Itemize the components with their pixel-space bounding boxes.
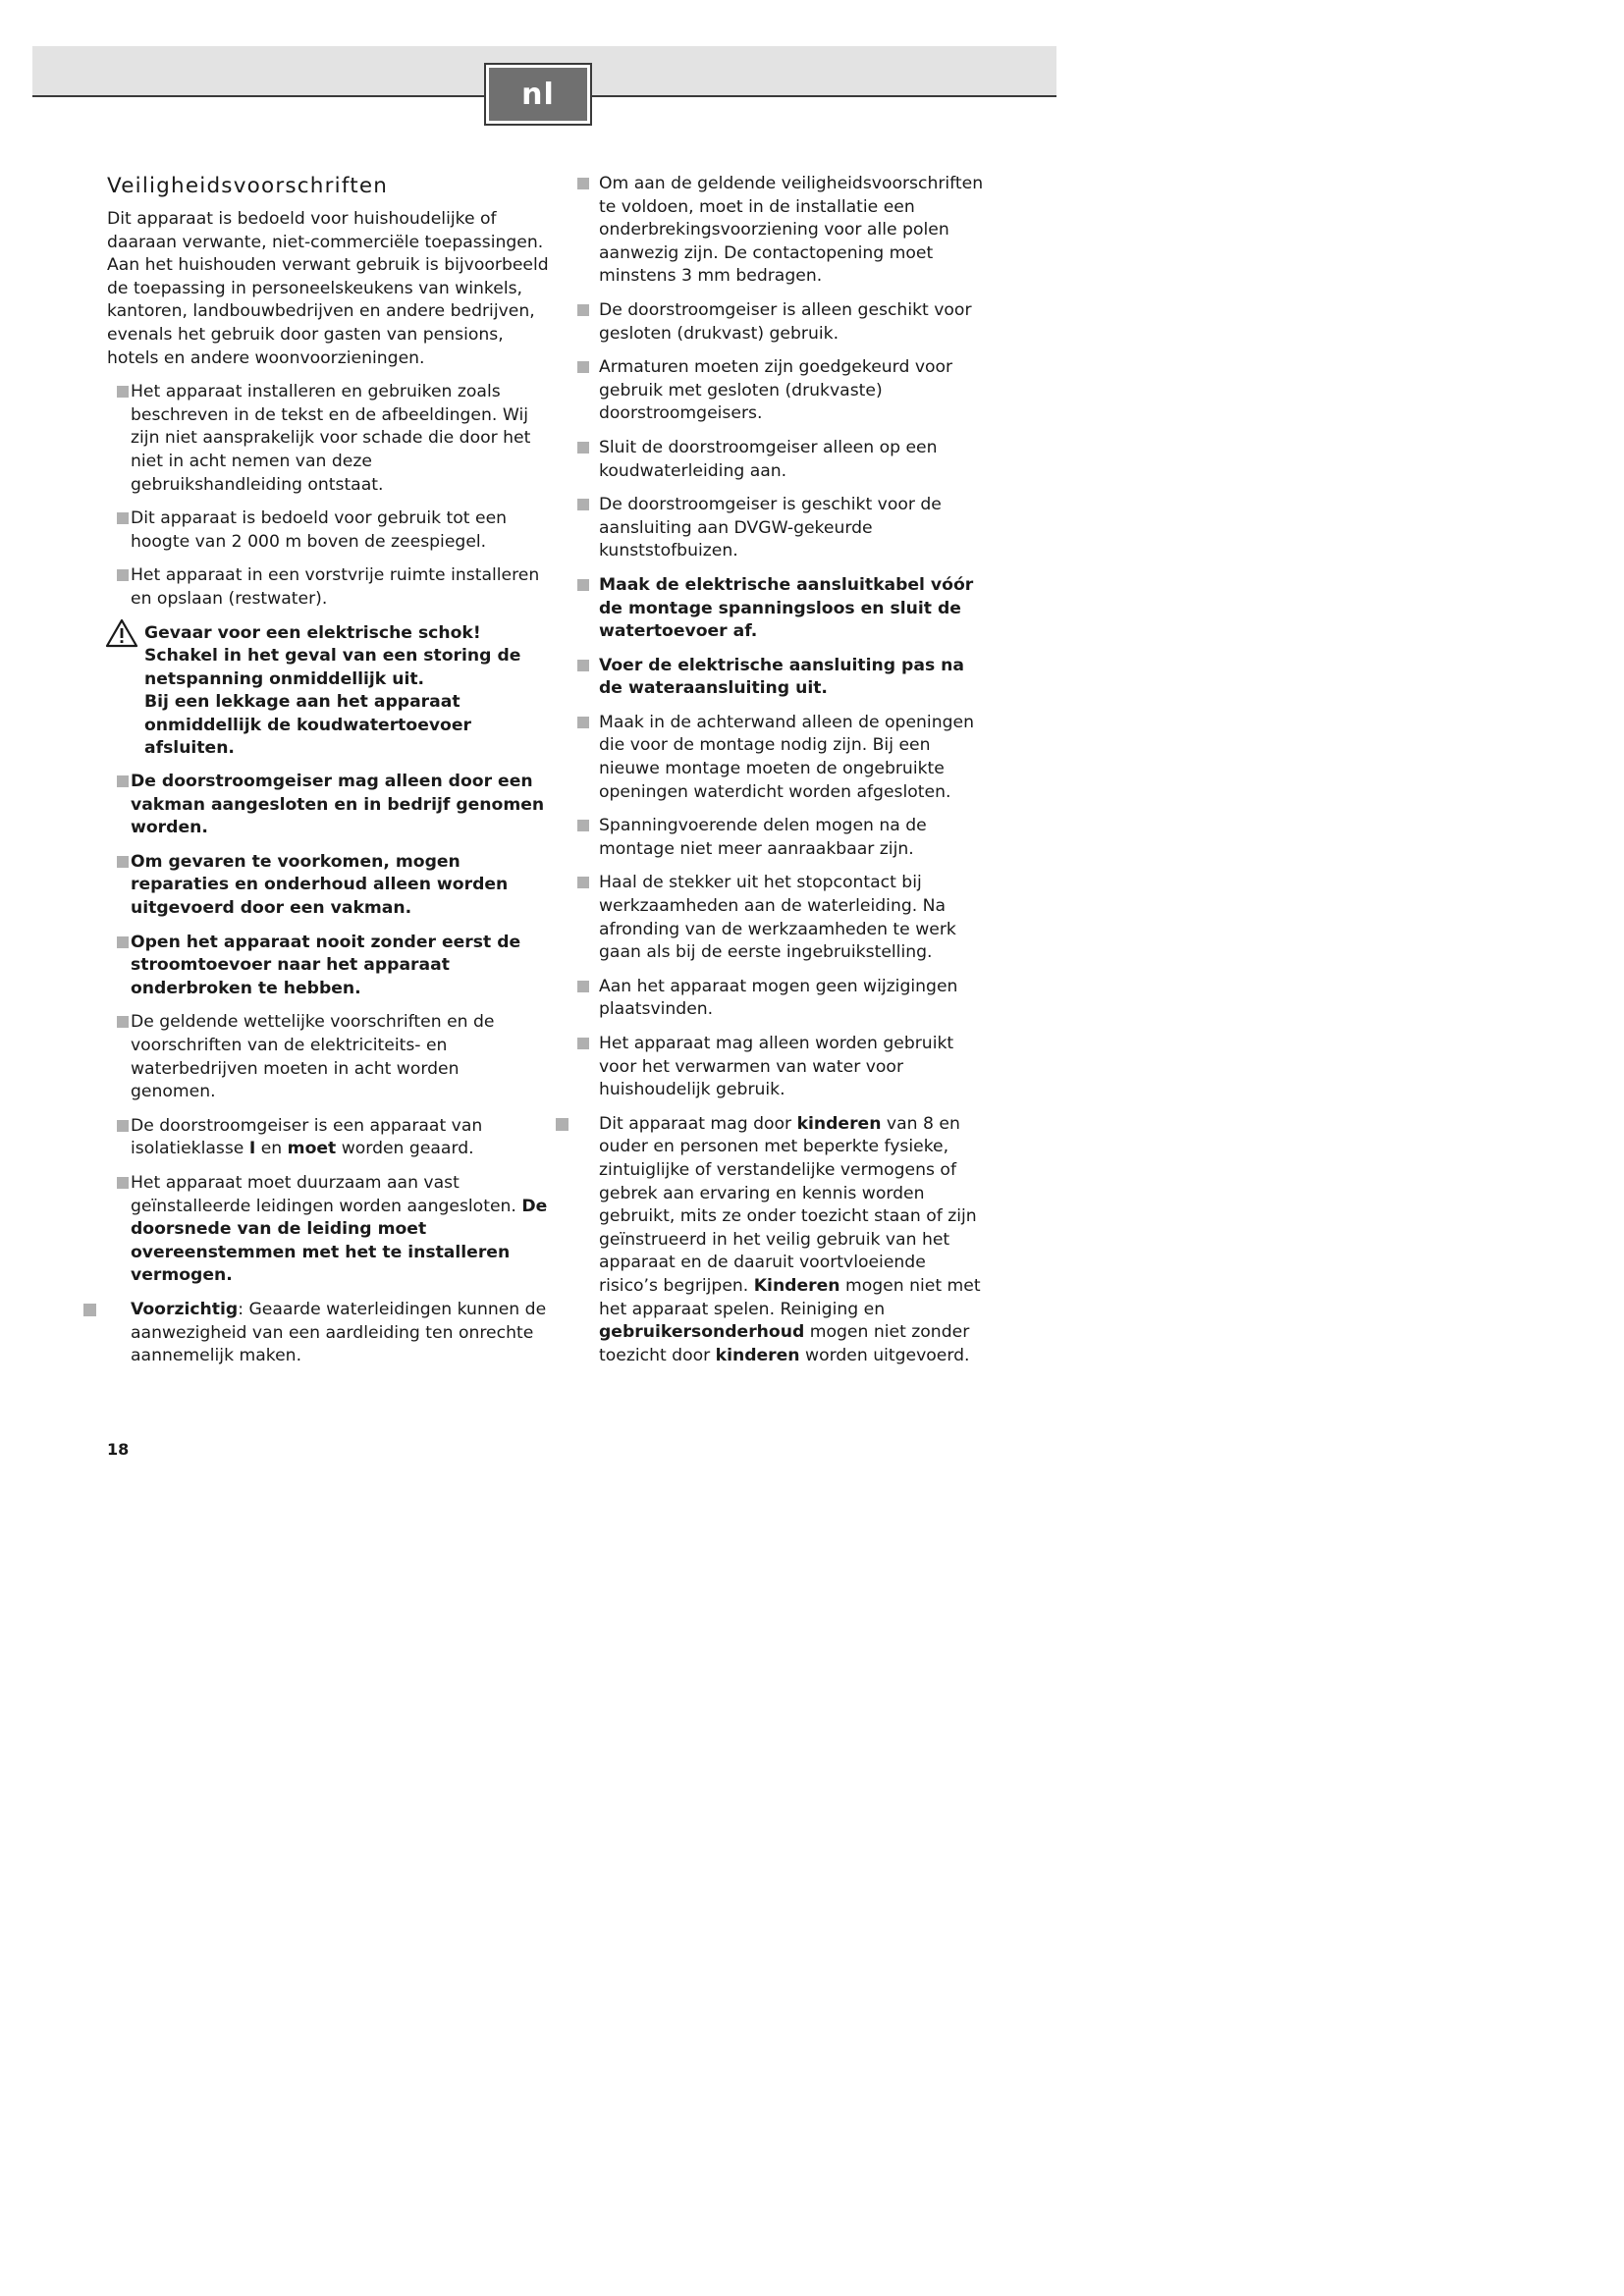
bullet-square-icon [577, 660, 589, 671]
bullet-square-icon [117, 569, 129, 581]
list-item: De doorstroomgeiser is geschikt voor de aansluiting aan DVGW-gekeurde kunststofbuizen. [577, 494, 990, 563]
electric-shock-warning [107, 622, 549, 762]
left-column [107, 173, 549, 1379]
list-item: Maak in de achterwand alleen de openingen die voor de montage nodig zijn. Bij een nieuwe montage moeten de ongebruikte openingen waterdicht worden afgesloten. [577, 712, 990, 804]
bullet-square-icon [556, 1118, 568, 1131]
bullet-square-icon [117, 512, 129, 524]
bullet-square-icon [117, 936, 129, 948]
bullet-square-icon [577, 981, 589, 992]
intro-paragraph: Dit apparaat is bedoeld voor huishoudelijke of daaraan verwante, niet-commerciële toepassingen. Aan het huishouden verwant gebruik is bijvoorbeeld de toepassing in personeelskeukens van winkels, kantoren, landbouwbedrijven en andere bedrijven, evenals het gebruik door gasten van pensions, hotels en andere woonvoorzieningen. [107, 209, 549, 368]
list-item: De doorstroomgeiser is alleen geschikt voor gesloten (drukvast) gebruik. [577, 299, 990, 346]
bullet-square-icon [577, 361, 589, 373]
warning-line-2: Schakel in het geval van een storing de netspanning onmiddellijk uit. [144, 646, 521, 689]
list-item: Sluit de doorstroomgeiser alleen op een koudwaterleiding aan. [577, 437, 990, 483]
bullet-square-icon [577, 717, 589, 728]
list-item: Het apparaat installeren en gebruiken zoals beschreven in de tekst en de afbeeldingen. Wij zijn niet aansprakelijk voor schade die door het niet in acht nemen van deze gebruikshandleiding ontstaat. [107, 381, 549, 497]
list-item: Haal de stekker uit het stopcontact bij werkzaamheden aan de waterleiding. Na afronding van de werkzaamheden te werk gaan als bij de eerste ingebruikstelling. [577, 872, 990, 964]
bullet-square-icon [577, 499, 589, 510]
warning-line-1: Gevaar voor een elektrische schok! [144, 622, 481, 643]
list-item: Het apparaat mag alleen worden gebruikt voor het verwarmen van water voor huishoudelijk gebruik. [577, 1033, 990, 1102]
bullet-square-icon [117, 1177, 129, 1189]
list-item-isolation: De doorstroomgeiser is een apparaat van isolatieklasse I en moet worden geaard. [107, 1115, 549, 1161]
right-column [577, 173, 990, 1378]
list-item-bold: Maak de elektrische aansluitkabel vóór de montage spanningsloos en sluit de watertoevoer af. [577, 574, 990, 644]
bullet-square-icon [117, 775, 129, 787]
list-item-children: Dit apparaat mag door kinderen van 8 en ouder en personen met beperkte fysieke, zintuiglijke of verstandelijke vermogens of gebrek aan ervaring en kennis worden gebruikt, mits ze onder toezicht staan of zijn geïnstrueerd in het veilig gebruik van het apparaat en de daaruit voortvloeiende risico’s begrijpen. Kinderen mogen niet met het apparaat spelen. Reiniging en gebruikersonderhoud mogen niet zonder toezicht door kinderen worden uitgevoerd. [556, 1113, 990, 1368]
language-badge [484, 63, 592, 126]
bullet-square-icon [117, 386, 129, 398]
bullet-square-icon [117, 1016, 129, 1028]
list-item-bold: De doorstroomgeiser mag alleen door een vakman aangesloten en in bedrijf genomen worden. [107, 771, 549, 840]
bullet-square-icon [117, 1120, 129, 1132]
list-item: Spanningvoerende delen mogen na de montage niet meer aanraakbaar zijn. [577, 815, 990, 861]
bullet-square-icon [577, 820, 589, 831]
bullet-square-icon [577, 1038, 589, 1049]
bullet-square-icon [577, 304, 589, 316]
list-item-bold: Om gevaren te voorkomen, mogen reparaties en onderhoud alleen worden uitgevoerd door een vakman. [107, 851, 549, 921]
bullet-square-icon [117, 856, 129, 868]
list-item-fixed-lines: Het apparaat moet duurzaam aan vast geïnstalleerde leidingen worden aangesloten. De doorsnede van de leiding moet overeenstemmen met het te installeren vermogen. [107, 1172, 549, 1288]
list-item: De geldende wettelijke voorschriften en de voorschriften van de elektriciteits- en waterbedrijven moeten in acht worden genomen. [107, 1011, 549, 1103]
bullet-square-icon [577, 579, 589, 591]
list-item-caution: Voorzichtig: Geaarde waterleidingen kunnen de aanwezigheid van een aardleiding ten onrechte aannemelijk maken. [83, 1299, 549, 1368]
list-item-bold: Voer de elektrische aansluiting pas na de wateraansluiting uit. [577, 655, 990, 701]
bullet-square-icon [577, 442, 589, 454]
bullet-square-icon [577, 178, 589, 189]
warning-line-3: Bij een lekkage aan het apparaat onmiddellijk de koudwatertoevoer afsluiten. [144, 692, 471, 759]
language-badge-label: nl [489, 68, 587, 121]
list-item: Het apparaat in een vorstvrije ruimte installeren en opslaan (restwater). [107, 564, 549, 611]
list-item: Dit apparaat is bedoeld voor gebruik tot een hoogte van 2 000 m boven de zeespiegel. [107, 507, 549, 554]
list-item: Aan het apparaat mogen geen wijzigingen plaatsvinden. [577, 976, 990, 1022]
warning-triangle-icon [105, 618, 138, 648]
page-number: 18 [107, 1440, 130, 1459]
section-title: Veiligheidsvoorschriften [107, 174, 389, 198]
list-item: Om aan de geldende veiligheidsvoorschriften te voldoen, moet in de installatie een onderbrekingsvoorziening voor alle polen aanwezig zijn. De contactopening moet minstens 3 mm bedragen. [577, 173, 990, 289]
list-item-bold: Open het apparaat nooit zonder eerst de stroomtoevoer naar het apparaat onderbroken te hebben. [107, 932, 549, 1001]
bullet-square-icon [83, 1304, 96, 1316]
list-item: Armaturen moeten zijn goedgekeurd voor gebruik met gesloten (drukvaste) doorstroomgeisers. [577, 356, 990, 426]
bullet-square-icon [577, 877, 589, 888]
